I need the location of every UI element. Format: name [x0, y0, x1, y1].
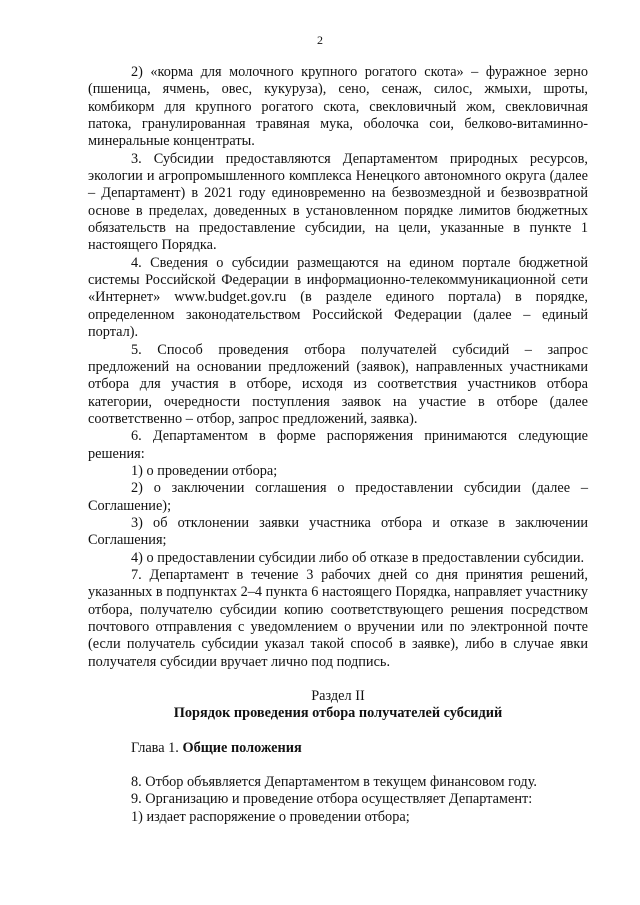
section-title: Раздел II [311, 688, 365, 705]
paragraph-3-subsidy-provision: 3. Субсидии предоставляются Департаментом природных ресурсов, экологии и агропромышленного комплекса Ненецкого автономного округа (далее – Департамент) в 2021 году единовременно на безвозмездной и безвозвратной основе в пределах, доведенных в установленном порядке лимитов бюджетных обязательств на предоставление субсидии, на цели, указанные в пункте 1 настоящего Порядка. [88, 150, 588, 254]
organization-item-1: 1) издает распоряжение о проведении отбора; [131, 808, 410, 825]
paragraph-9-organization: 9. Организацию и проведение отбора осуществляет Департамент: [131, 791, 533, 808]
chapter-title: Общие положения [182, 739, 302, 756]
decision-item-2: 2) о заключении соглашения о предоставлении субсидии (далее – Соглашение); [88, 480, 588, 514]
paragraph-feed-definition: 2) «корма для молочного крупного рогатого скота» – фуражное зерно (пшеница, ячмень, овес, кукуруза), сено, сенаж, силос, жмыхи, шроты, комбикорм для крупного рогатого скота, свекловичный жом, свекловичная патока, гранулированная травяная мука, оболочка сои, белково-витаминно-минеральные концентраты. [88, 64, 588, 150]
decision-item-3: 3) об отклонении заявки участника отбора и отказе в заключении Соглашения; [88, 514, 588, 549]
chapter-heading [88, 740, 588, 757]
decision-item-1: 1) о проведении отбора; [131, 462, 278, 479]
paragraph-8-announcement: 8. Отбор объявляется Департаментом в текущем финансовом году. [131, 774, 537, 791]
paragraph-5-selection-method: 5. Способ проведения отбора получателей субсидий – запрос предложений на основании предложений (заявок), направленных участниками отбора для участия в отборе, исходя из соответствия участников отбора категории, очередности поступления заявок на участие в отборе (далее соответственно – отбор, запрос предложений, заявка). [88, 341, 588, 427]
chapter-prefix: Глава 1. [131, 739, 183, 756]
paragraph-6-decisions: 6. Департаментом в форме распоряжения принимаются следующие решения: [88, 428, 588, 462]
paragraph-7-notification: 7. Департамент в течение 3 рабочих дней со дня принятия решений, указанных в подпунктах 2–4 пункта 6 настоящего Порядка, направляет участнику отбора, получателю субсидии копию соответствующего решения посредством почтового отправления с уведомлением о вручении или по электронной почте (если получатель субсидии указал такой способ в заявке), либо в случае явки получателя субсидии вручает лично под подпись. [88, 566, 588, 670]
page-number: 2 [317, 33, 323, 47]
decision-item-4: 4) о предоставлении субсидии либо об отказе в предоставлении субсидии. [131, 549, 585, 566]
section-heading: Порядок проведения отбора получателей субсидий [173, 705, 503, 722]
paragraph-4-subsidy-info: 4. Сведения о субсидии размещаются на едином портале бюджетной системы Российской Федерации в информационно-телекоммуникационной сети «Интернет» www.budget.gov.ru (в разделе единого портала) в порядке, определенном законодательством Российской Федерации (далее – единый портал). [88, 254, 588, 341]
document-body [88, 64, 588, 826]
